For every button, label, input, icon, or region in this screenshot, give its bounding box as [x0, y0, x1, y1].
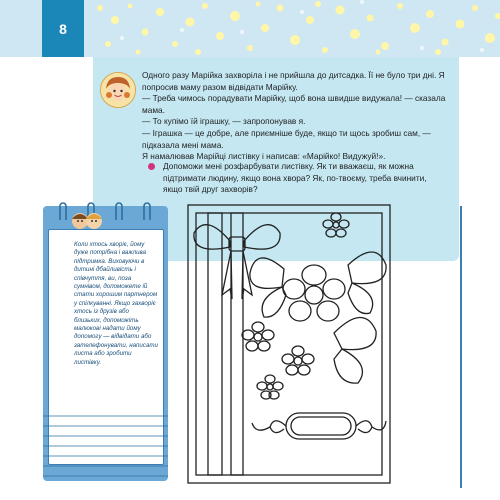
page-number: 8	[42, 0, 84, 57]
task-text: Допоможи мені розфарбувати листівку. Як ти вважаєш, як можна підтримати людину, якщо вона хвора? Як, по-твоєму, треба вчинити, якщо твій друг захворів?	[163, 161, 427, 195]
margin-divider	[460, 206, 462, 488]
story-text	[142, 70, 447, 163]
children-icon	[68, 209, 106, 233]
story-line: — Треба чимось порадувати Марійку, щоб вона швидше видужала! — сказала мама.	[142, 93, 446, 115]
card-drawing	[186, 203, 392, 485]
story-line: — То купімо їй іграшку, — запропонував я.	[142, 116, 306, 127]
writing-lines	[43, 412, 168, 482]
story-line: — Іграшка — це добре, але приємніше буде, якщо ти щось зробиш сам, — підказала мені мама.	[142, 127, 431, 150]
story-line: Одного разу Марійка захворіла і не прийшла до дитсадка. Її не було три дні. Я попросив маму разом відвідати Марійку.	[142, 70, 445, 92]
avatar	[100, 72, 136, 108]
top-banner	[0, 0, 500, 57]
girl-face-icon	[101, 73, 135, 107]
task-bullet-icon	[148, 163, 155, 170]
coloring-card	[186, 203, 392, 485]
parent-note-text: Коли хтось хворіє, йому дуже потрібна і важлива підтримка. Виховуючи в дитині дбайливість і співчуття, ви, поза сумнівом, допоможете їй стати хорошим партнером у спілкуванні. Якщо захворіє хтось із друзів або близьких, допоможіть малюкові надати йому допомогу — відвідати або зателефонувати, написати листа або зробити листівку.	[74, 241, 158, 366]
story-line: Я намалював Марійці листівку і написав: «Марійко! Видужуй!».	[142, 151, 386, 162]
